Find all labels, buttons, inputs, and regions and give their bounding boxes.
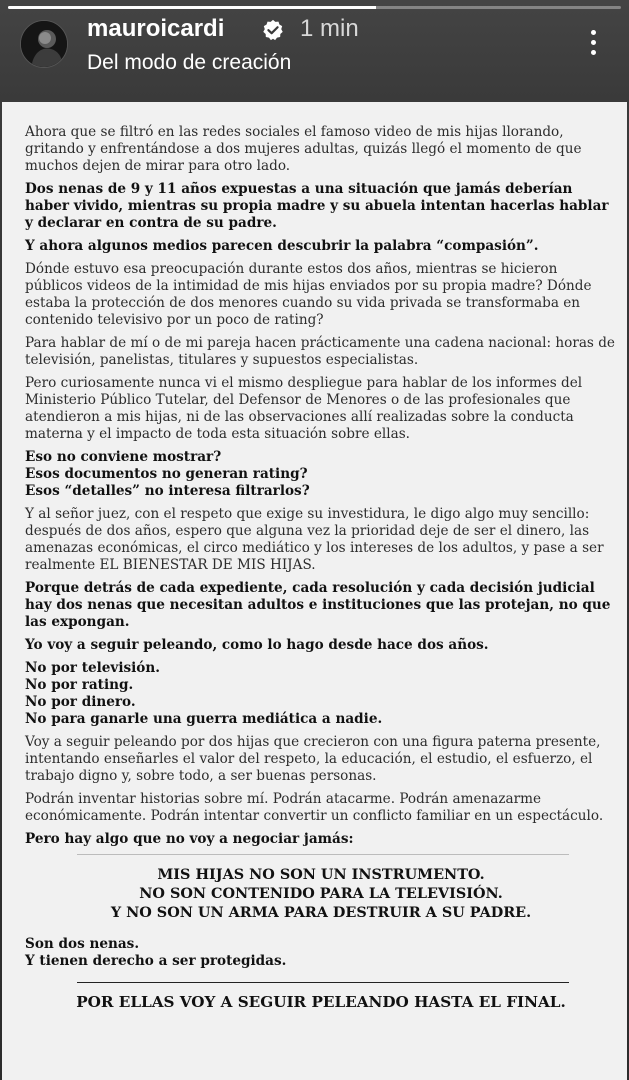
negation-line: No por dinero. [25,694,136,710]
negation-line: No para ganarle una guerra mediática a nadie. [25,711,383,727]
paragraph: Voy a seguir peleando por dos hijas que crecieron con una figura paterna presente, intentando enseñarles el valor del respeto, la educación, el estudio, el esfuerzo, el trabajo digno y, sobre todo, a ser buenas personas. [25,734,601,784]
more-options-icon[interactable] [578,24,608,60]
question: Eso no conviene mostrar? [25,449,222,465]
avatar[interactable] [20,20,68,68]
final-statement: POR ELLAS VOY A SEGUIR PELEANDO HASTA EL FINAL. [76,993,566,1011]
negation-line: No por televisión. [25,660,160,676]
closing-line: Y tienen derecho a ser protegidas. [25,953,287,969]
paragraph: Pero curiosamente nunca vi el mismo despliegue para hablar de los informes del Ministerio Público Tutelar, del Defensor de Menores o de las profesionales que atendieron a mis hijas, ni de las observaciones allí realizadas sobre la conducta materna y el impacto de toda esta situación sobre ellas. [25,375,583,442]
story-header [0,10,629,96]
verified-badge-icon [262,19,284,41]
username[interactable]: mauroicardi [87,15,225,42]
post-time: 1 min [300,15,359,42]
paragraph: Podrán inventar historias sobre mí. Podrán atacarme. Podrán amenazarme económicamente. Podrán intentar convertir un conflicto familiar en un espectáculo. [25,791,604,824]
divider [77,854,569,855]
paragraph: Pero hay algo que no voy a negociar jamás: [25,831,354,847]
paragraph: Dónde estuvo esa preocupación durante estos dos años, mientras se hicieron públicos videos de la intimidad de mis hijas enviados por su propia madre? Dónde estaba la protección de dos menores cuando su vida privada se transformaba en contenido televisivo por un poco de rating? [25,261,592,328]
question-list [25,449,617,500]
question: Esos “detalles” no interesa filtrarlos? [25,483,310,499]
divider [77,982,569,983]
avatar-icon [21,21,68,68]
statement-line: Y NO SON UN ARMA PARA DESTRUIR A SU PADRE. [110,904,532,921]
paragraph: Porque detrás de cada expediente, cada resolución y cada decisión judicial hay dos nenas que necesitan adultos e instituciones que las protejan, no que las expongan. [25,580,611,630]
paragraph: Yo voy a seguir peleando, como lo hago desde hace dos años. [25,637,489,653]
paragraph: Y al señor juez, con el respeto que exige su investidura, le digo algo muy sencillo: después de dos años, espero que alguna vez la prioridad deje de ser el dinero, las amenazas económicas, el circo mediático y los intereses de los adultos, y pase a ser realmente EL BIENESTAR DE MIS HIJAS. [25,506,604,573]
negation-list [25,660,617,728]
story-progress-fill [8,6,376,9]
closing-line: Son dos nenas. [25,936,140,952]
letter-text [25,124,617,1012]
story-subtitle: Del modo de creación [87,51,292,74]
question: Esos documentos no generan rating? [25,466,308,482]
paragraph: Dos nenas de 9 y 11 años expuestas a una situación que jamás deberían haber vivido, mientras su propia madre y su abuela intentan hacerlas hablar y declarar en contra de su padre. [25,181,609,231]
negation-line: No por rating. [25,677,134,693]
statement-line: MIS HIJAS NO SON UN INSTRUMENTO. [157,866,485,883]
statement-line: NO SON CONTENIDO PARA LA TELEVISIÓN. [139,885,503,902]
closing-lines [25,936,617,970]
letter-image [2,102,627,1080]
paragraph: Ahora que se filtró en las redes sociales el famoso video de mis hijas llorando, gritando y enfrentándose a dos mujeres adultas, quizás llegó el momento de que muchos dejen de mirar para otro lado. [25,124,582,174]
paragraph: Y ahora algunos medios parecen descubrir la palabra “compasión”. [25,238,539,254]
paragraph: Para hablar de mí o de mi pareja hacen prácticamente una cadena nacional: horas de televisión, panelistas, titulares y supuestos especialistas. [25,335,615,368]
story-progress-bar [8,6,621,9]
centered-statement [25,865,617,922]
